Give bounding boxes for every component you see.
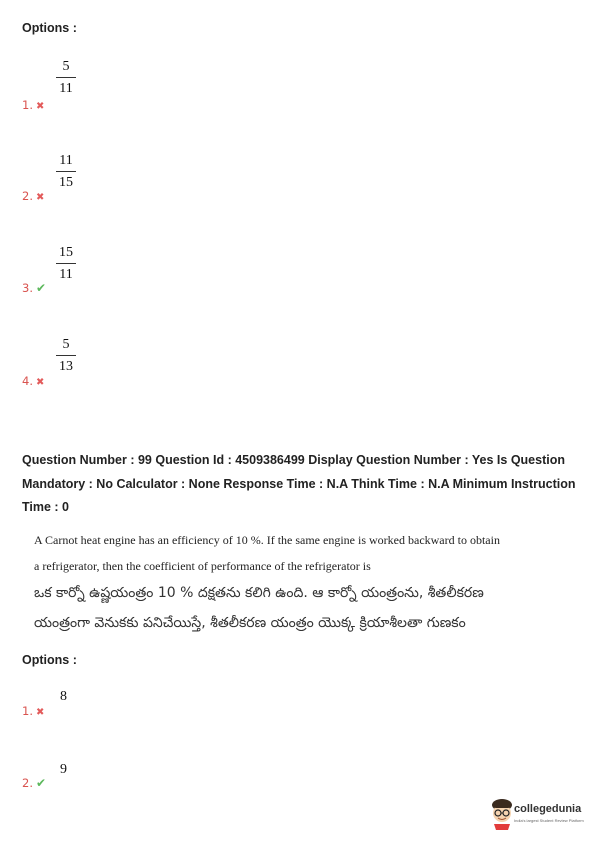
mascot-icon: [488, 798, 516, 830]
options-label: Options :: [22, 653, 77, 667]
question-text-line: A Carnot heat engine has an efficiency of 10 %. If the same engine is worked backward to obtain: [34, 533, 500, 547]
question-meta: [22, 449, 582, 520]
numerator: 15: [59, 245, 73, 260]
question-meta-line: Mandatory : No Calculator : None Response Time : N.A Think Time : N.A Minimum Instruction: [22, 476, 576, 491]
cross-icon: ✖: [35, 707, 45, 718]
option-number: 2.: [22, 776, 33, 790]
numerator: 5: [62, 59, 70, 74]
question-meta-line: Time : 0: [22, 500, 70, 514]
option-2-marker: [22, 187, 44, 205]
check-icon: ✔: [35, 776, 47, 790]
numerator: 5: [62, 337, 70, 352]
check-icon: ✔: [35, 281, 47, 295]
fraction-bar: [56, 263, 76, 264]
option-4-fraction: [56, 336, 76, 375]
option-number: 1.: [22, 704, 33, 718]
option-4-marker: [22, 372, 44, 390]
option-2-fraction: [56, 152, 76, 191]
denominator: 11: [59, 81, 73, 96]
fraction-bar: [56, 171, 76, 172]
question-meta-line: Question Number : 99 Question Id : 4509386499 Display Question Number : Yes Is Question: [22, 453, 565, 467]
denominator: 15: [59, 175, 73, 190]
option-1-fraction: [56, 58, 76, 97]
numerator: 11: [59, 153, 73, 168]
cross-icon: ✖: [35, 101, 45, 112]
logo-tagline: India's largest Student Review Platform: [514, 818, 584, 823]
option-1-value: 8: [60, 689, 67, 704]
question-telugu-line: ఒక కార్నో ఉష్ణయంత్రం 10 % దక్షతను కలిగి ఉంది. ఆ కార్నో యంత్రంను, శీతలీకరణ: [34, 585, 484, 601]
option-3-fraction: [56, 244, 76, 283]
cross-icon: ✖: [35, 377, 45, 388]
option-3-marker: [22, 279, 46, 297]
fraction-bar: [56, 77, 76, 78]
option-1-marker: [22, 702, 44, 720]
question-telugu-line: యంత్రంగా వెనుకకు పనిచేయిస్తే, శీతలీకరణ యంత్రం యొక్క క్రియాశీలతా గుణకం: [34, 615, 466, 631]
option-number: 1.: [22, 98, 33, 112]
denominator: 11: [59, 267, 73, 282]
fraction-bar: [56, 355, 76, 356]
option-number: 4.: [22, 374, 33, 388]
option-2-value: 9: [60, 762, 67, 777]
option-number: 2.: [22, 189, 33, 203]
option-1-marker: [22, 96, 44, 114]
cross-icon: ✖: [35, 192, 45, 203]
question-text-line: a refrigerator, then the coefficient of performance of the refrigerator is: [34, 559, 371, 573]
options-label: Options :: [22, 21, 77, 35]
option-number: 3.: [22, 281, 33, 295]
logo-name: collegedunia: [514, 803, 582, 815]
denominator: 13: [59, 359, 73, 374]
option-2-marker: [22, 774, 46, 792]
